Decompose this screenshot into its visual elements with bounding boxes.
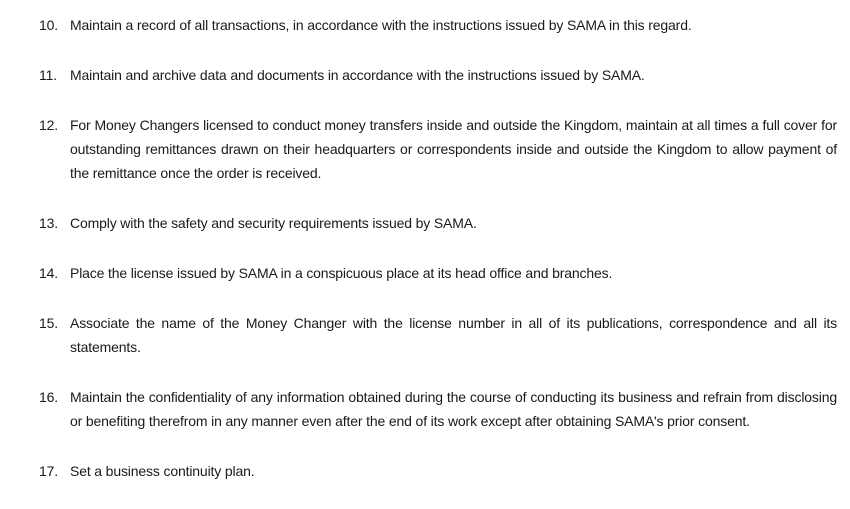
list-item-number: 17. <box>39 463 59 479</box>
list-item-number: 12. <box>39 117 59 133</box>
list-item-number: 13. <box>39 215 59 231</box>
list-item-number: 16. <box>39 389 59 405</box>
list-item <box>0 211 850 235</box>
list-item-number: 14. <box>39 265 59 281</box>
list-item-text: Maintain and archive data and documents in accordance with the instructions issued by SAMA. <box>70 67 645 83</box>
list-item-text: Set a business continuity plan. <box>70 463 255 479</box>
numbered-list <box>0 13 850 509</box>
list-item <box>0 311 850 359</box>
list-item-text: For Money Changers licensed to conduct money transfers inside and outside the Kingdom, maintain at all times a full cover for outstanding remittances drawn on their headquarters or correspondents inside and outside the Kingdom to allow payment of the remittance once the order is received. <box>70 117 837 181</box>
list-item-number: 10. <box>39 17 59 33</box>
list-item-number: 11. <box>39 67 57 83</box>
list-item-text: Maintain the confidentiality of any information obtained during the course of conducting its business and refrain from disclosing or benefiting therefrom in any manner even after the end of its work except after obtaining SAMA's prior consent. <box>70 389 837 429</box>
list-item-text: Maintain a record of all transactions, in accordance with the instructions issued by SAMA in this regard. <box>70 17 692 33</box>
list-item-number: 15. <box>39 315 59 331</box>
list-item <box>0 385 850 433</box>
list-item <box>0 13 850 37</box>
list-item <box>0 113 850 185</box>
list-item-text: Place the license issued by SAMA in a conspicuous place at its head office and branches. <box>70 265 613 281</box>
list-item <box>0 261 850 285</box>
list-item-text: Comply with the safety and security requirements issued by SAMA. <box>70 215 477 231</box>
list-item-text: Associate the name of the Money Changer with the license number in all of its publications, correspondence and all its statements. <box>70 315 837 355</box>
list-item <box>0 63 850 87</box>
list-item <box>0 459 850 483</box>
